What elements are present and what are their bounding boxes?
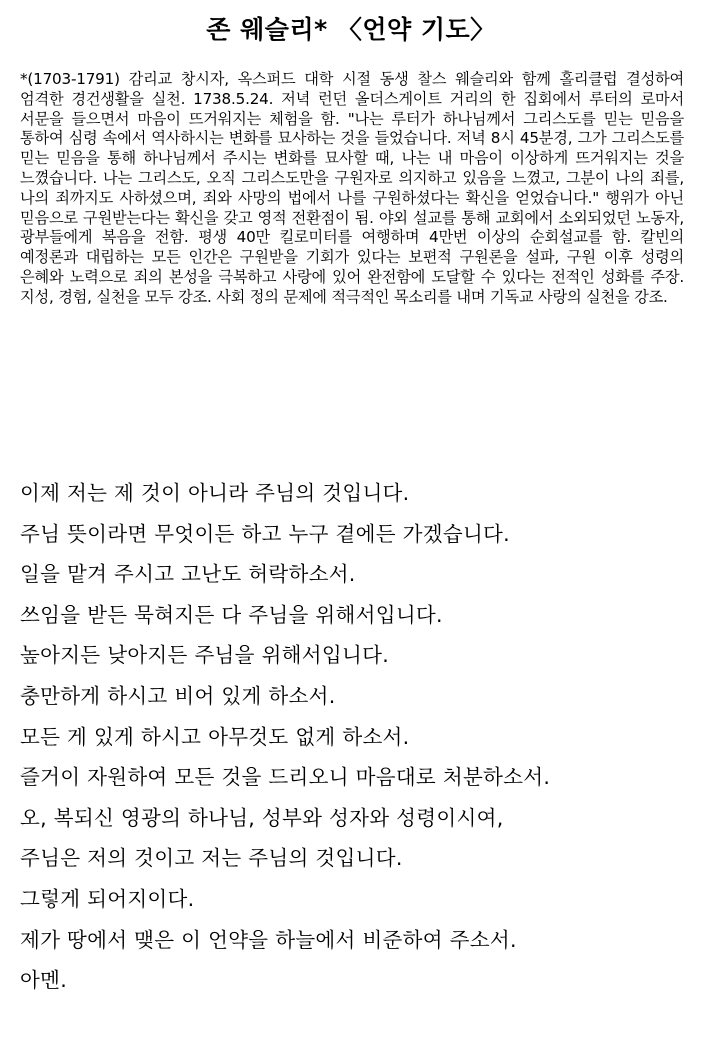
prayer-line: 즐거이 자원하여 모든 것을 드리오니 마음대로 처분하소서. [20,765,551,790]
prayer-line: 충만하게 하시고 비어 있게 하소서. [20,683,336,708]
prayer-line: 오, 복되신 영광의 하나님, 성부와 성자와 성령이시여, [20,805,504,830]
prayer-line: 주님은 저의 것이고 저는 주님의 것입니다. [20,846,403,871]
prayer-line: 모든 게 있게 하시고 아무것도 없게 하소서. [20,724,410,749]
prayer-line: 제가 땅에서 맺은 이 언약을 하늘에서 비준하여 주소서. [20,927,517,952]
prayer-line: 아멘. [20,968,68,993]
prayer-line: 쓰임을 받든 묵혀지든 다 주님을 위해서입니다. [20,602,443,627]
biography-note: *(1703-1791) 감리교 창시자, 옥스퍼드 대학 시절 동생 찰스 웨슬리와 함께 홀리클럽 결성하여 엄격한 경건생활을 실천. 1738.5.24. 저녁 런던 올더스게이트 거리의 한 집회에서 루터의 로마서 서문을 들으면서 마음이 뜨거워지는 체험을 함. "나는 루터가 하나님께서 그리스도를 믿는 믿음을 통하여 심령 속에서 역사하시는 변화를 묘사하는 것을 들었습니다. 저녁 8시 45분경, 그가 그리스도를 믿는 믿음을 통해 하나님께서 주시는 변화를 묘사할 때, 나는 내 마음이 이상하게 뜨거워지는 것을 느꼈습니다. 나는 그리스도, 오직 그리스도만을 구원자로 의지하고 있음을 느꼈고, 그분이 나의 죄를, 나의 죄까지도 사하셨으며, 죄와 사망의 법에서 나를 구원하셨다는 확신을 얻었습니다." 행위가 아닌 믿음으로 구원받는다는 확신을 갖고 영적 전환점이 됨. 야외 설교를 통해 교회에서 소외되었던 노동자, 광부들에게 복음을 전함. 평생 40만 킬로미터를 여행하며 4만번 이상의 순회설교를 함. 칼빈의 예정론과 대립하는 모든 인간은 구원받을 기회가 있다는 보편적 구원론을 설파, 구원 이후 성령의 은혜와 노력으로 죄의 본성을 극복하고 사랑에 있어 완전함에 도달할 수 있다는 전적인 성화를 주장. 지성, 경험, 실천을 모두 강조. 사회 정의 문제에 적극적인 목소리를 내며 기독교 사랑의 실천을 강조. [20,70,684,306]
page-title: 존 웨슬리* 〈언약 기도〉 [206,15,496,44]
prayer-line: 그렇게 되어지이다. [20,886,195,911]
prayer-line: 높아지든 낮아지든 주님을 위해서입니다. [20,643,390,668]
prayer-text [20,473,690,1001]
prayer-line: 일을 맡겨 주시고 고난도 허락하소서. [20,562,356,587]
prayer-line: 주님 뜻이라면 무엇이든 하고 누구 곁에든 가겠습니다. [20,521,510,546]
prayer-line: 이제 저는 제 것이 아니라 주님의 것입니다. [20,481,410,505]
